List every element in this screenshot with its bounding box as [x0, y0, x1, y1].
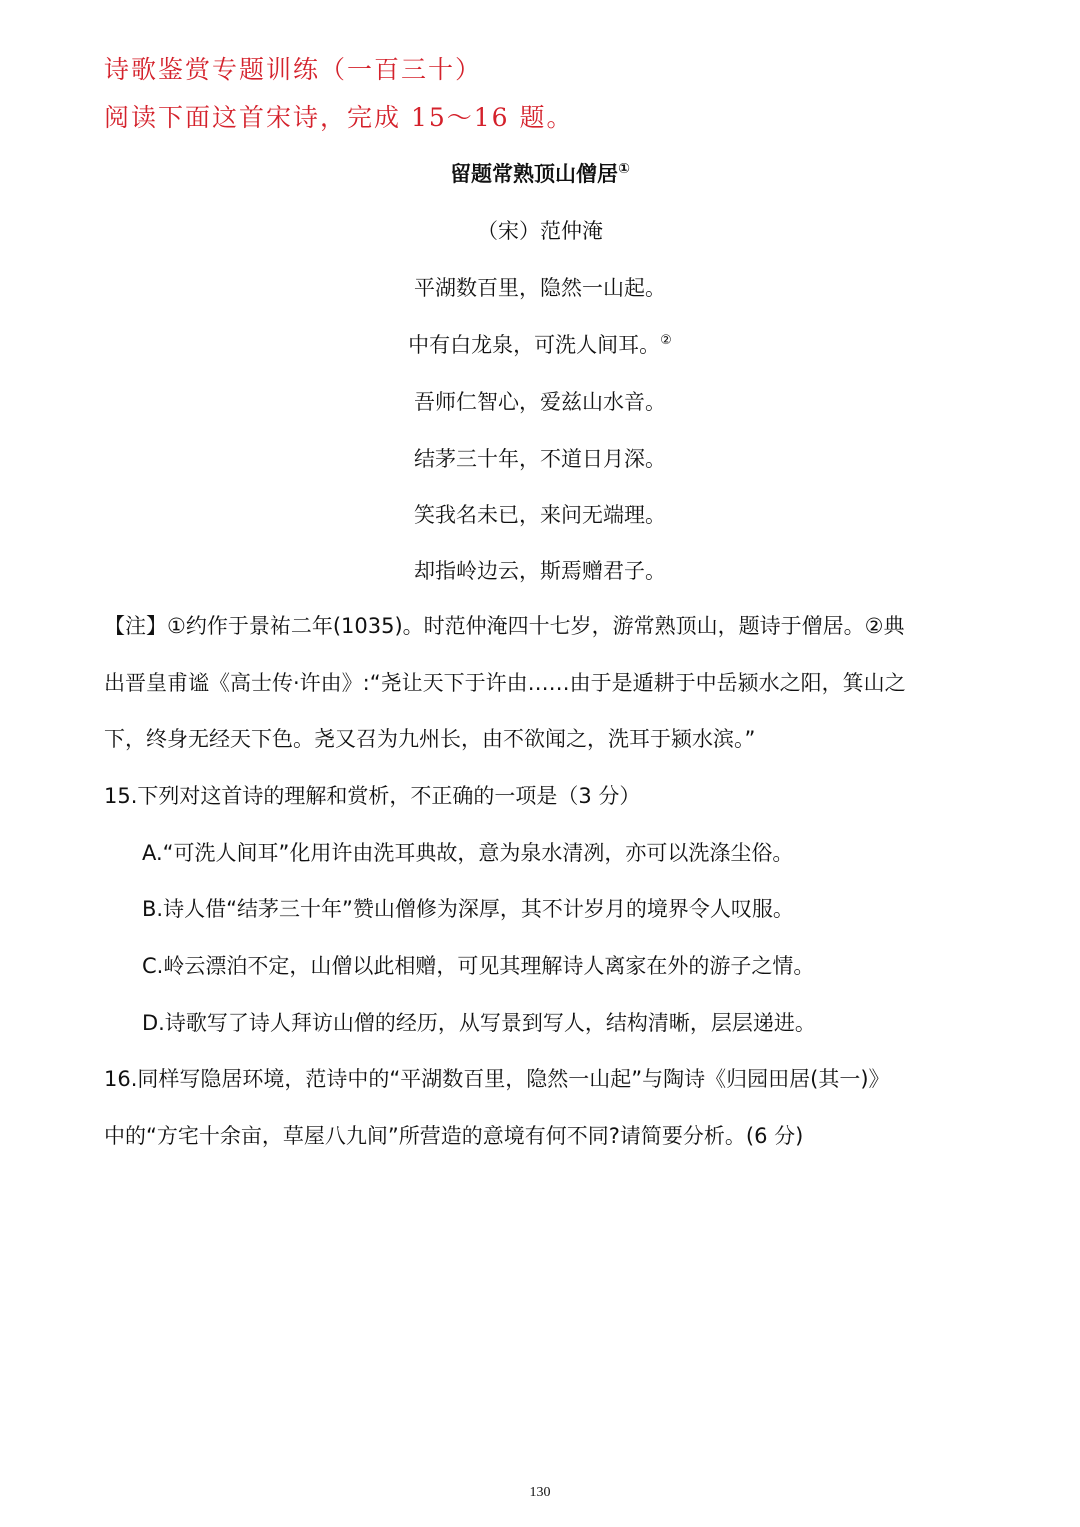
- poem-line-3: 吾师仁智心，爱兹山水音。: [414, 390, 666, 414]
- poem-line-6: 却指岭边云，斯焉赠君子。: [414, 559, 666, 583]
- notes-line-3: 下，终身无经天下色。尧又召为九州长，由不欲闻之，洗耳于颍水滨。”: [104, 727, 756, 751]
- poem-line-4: 结茅三十年，不道日月深。: [414, 447, 666, 471]
- question-15-option-a: A.“可洗人间耳”化用许由洗耳典故，意为泉水清冽，亦可以洗涤尘俗。: [142, 841, 794, 865]
- page-number: 130: [529, 1485, 551, 1500]
- poem-title: [0, 158, 1080, 188]
- question-16-line-1: 16.同样写隐居环境，范诗中的“平湖数百里，隐然一山起”与陶诗《归园田居(其一)》: [104, 1067, 890, 1091]
- question-15-option-c: C.岭云漂泊不定，山僧以此相赠，可见其理解诗人离家在外的游子之情。: [142, 954, 815, 978]
- exercise-instruction: 阅读下面这首宋诗，完成 15～16 题。: [104, 103, 574, 132]
- poem-line-2: [0, 329, 1080, 359]
- poem-line-2-text: 中有白龙泉，可洗人间耳。: [408, 333, 661, 357]
- note-mark-1: ①: [618, 161, 630, 177]
- notes-line-2: 出晋皇甫谧《高士传·许由》:“尧让天下于许由……由于是遁耕于中岳颍水之阳，箕山之: [104, 671, 906, 695]
- poem-line-1: 平湖数百里，隐然一山起。: [414, 276, 666, 300]
- question-16-line-2: 中的“方宅十余亩，草屋八九间”所营造的意境有何不同?请简要分析。(6 分): [104, 1124, 804, 1148]
- poem-title-text: 留题常熟顶山僧居: [450, 162, 619, 186]
- exercise-title: 诗歌鉴赏专题训练（一百三十）: [104, 55, 483, 84]
- question-15-stem: 15.下列对这首诗的理解和赏析，不正确的一项是（3 分）: [104, 784, 641, 808]
- question-15-option-d: D.诗歌写了诗人拜访山僧的经历，从写景到写人，结构清晰，层层递进。: [142, 1011, 816, 1035]
- notes-line-1: 【注】①约作于景祐二年(1035)。时范仲淹四十七岁，游常熟顶山，题诗于僧居。②典: [104, 614, 905, 638]
- note-mark-2: ②: [660, 333, 672, 348]
- poem-author: （宋）范仲淹: [477, 219, 603, 243]
- question-15-option-b: B.诗人借“结茅三十年”赞山僧修为深厚，其不计岁月的境界令人叹服。: [142, 897, 794, 921]
- poem-line-5: 笑我名未已，来问无端理。: [414, 503, 666, 527]
